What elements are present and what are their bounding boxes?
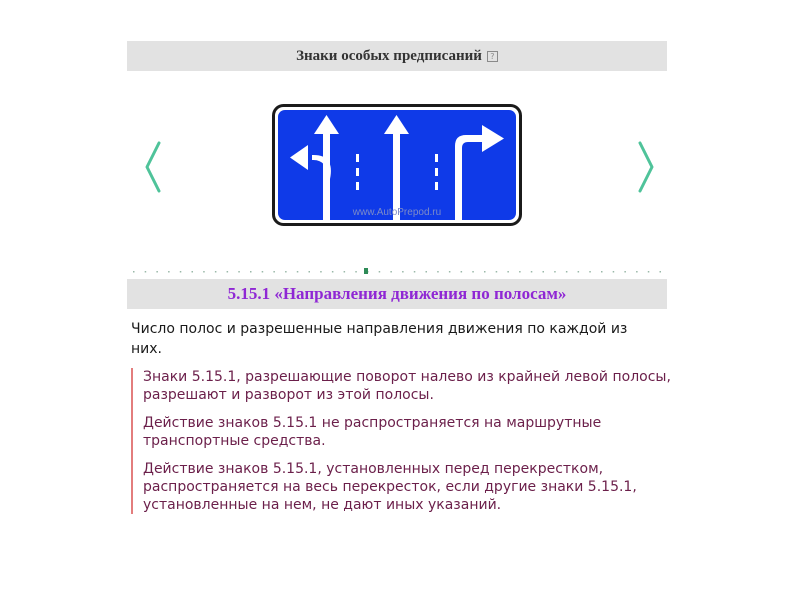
carousel-dot[interactable]: [601, 271, 603, 273]
carousel-dot[interactable]: [180, 271, 182, 273]
carousel-dot[interactable]: [227, 271, 229, 273]
carousel-dot[interactable]: [250, 271, 252, 273]
carousel-dot[interactable]: [578, 271, 580, 273]
carousel-dot[interactable]: [554, 271, 556, 273]
carousel-dot[interactable]: [156, 271, 158, 273]
carousel-dot[interactable]: [461, 271, 463, 273]
carousel-dot[interactable]: [168, 271, 170, 273]
carousel-dot[interactable]: [437, 271, 439, 273]
chevron-right-icon: [634, 141, 658, 193]
carousel-dot[interactable]: [484, 271, 486, 273]
sign-note: Знаки 5.15.1, разрешающие поворот налево из крайней левой полосы, разрешают и разворот из этой полосы.: [143, 369, 671, 403]
carousel-dot[interactable]: [215, 271, 217, 273]
carousel-dot[interactable]: [449, 271, 451, 273]
carousel-dot[interactable]: [309, 271, 311, 273]
section-header: [127, 41, 667, 71]
carousel-dot[interactable]: [613, 271, 615, 273]
carousel-dot[interactable]: [414, 271, 416, 273]
carousel-dot[interactable]: [589, 271, 591, 273]
sign-title: 5.15.1 «Направления движения по полосам»: [127, 279, 667, 309]
carousel-dot[interactable]: [648, 271, 650, 273]
road-sign-image: [272, 104, 522, 226]
sign-note: Действие знаков 5.15.1 не распространяется на маршрутные транспортные средства.: [143, 415, 602, 449]
carousel-dot[interactable]: [507, 271, 509, 273]
carousel-dot[interactable]: [636, 271, 638, 273]
carousel-dot[interactable]: [660, 271, 662, 273]
carousel-dot[interactable]: [355, 271, 357, 273]
carousel-dot[interactable]: [426, 271, 428, 273]
carousel-dot[interactable]: [566, 271, 568, 273]
carousel-dot[interactable]: [297, 271, 299, 273]
sign-notes: [131, 368, 673, 514]
help-icon[interactable]: ?: [487, 51, 498, 62]
section-title: Знаки особых предписаний: [296, 47, 482, 64]
carousel-dot-active[interactable]: [364, 268, 368, 274]
carousel-dot[interactable]: [531, 271, 533, 273]
carousel-prev-button[interactable]: [141, 141, 165, 193]
carousel-dot[interactable]: [472, 271, 474, 273]
carousel-dot[interactable]: [379, 271, 381, 273]
carousel-dot[interactable]: [332, 271, 334, 273]
carousel-dot[interactable]: [543, 271, 545, 273]
carousel-dot[interactable]: [192, 271, 194, 273]
carousel-dot[interactable]: [133, 271, 135, 273]
carousel-dot[interactable]: [519, 271, 521, 273]
sign-description: Число полос и разрешенные направления движения по каждой из них.: [131, 321, 628, 357]
carousel-dot[interactable]: [624, 271, 626, 273]
sign-note: Действие знаков 5.15.1, установленных перед перекрестком, распространяется на весь перекресток, если другие знаки 5.15.1, установленные на нем, не дают иных указаний.: [143, 461, 637, 513]
carousel-dot[interactable]: [496, 271, 498, 273]
carousel-dot[interactable]: [390, 271, 392, 273]
sign-watermark: www.AutoPrepod.ru: [352, 207, 442, 218]
chevron-left-icon: [141, 141, 165, 193]
carousel-dot[interactable]: [344, 271, 346, 273]
carousel-dot[interactable]: [203, 271, 205, 273]
carousel-dot[interactable]: [238, 271, 240, 273]
carousel-dot[interactable]: [262, 271, 264, 273]
carousel-next-button[interactable]: [634, 141, 658, 193]
carousel-dot[interactable]: [402, 271, 404, 273]
carousel-dot[interactable]: [273, 271, 275, 273]
carousel-dots: [127, 261, 667, 269]
carousel-dot[interactable]: [145, 271, 147, 273]
carousel-dot[interactable]: [320, 271, 322, 273]
sign-carousel: [127, 71, 667, 271]
carousel-dot[interactable]: [285, 271, 287, 273]
